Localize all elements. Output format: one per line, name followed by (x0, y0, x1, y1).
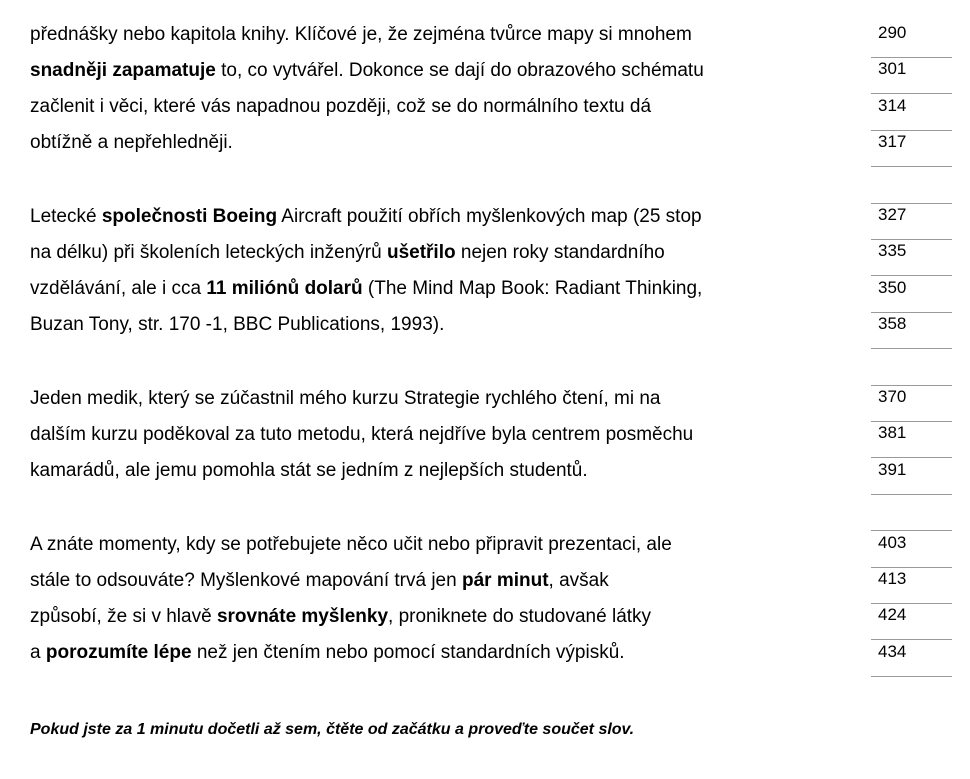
text-segment: na délku) při školeních leteckých inženýrů (30, 242, 387, 263)
text-segment: (The Mind Map Book: Radiant Thinking, (362, 278, 703, 299)
text-line (30, 640, 625, 666)
text-segment: obtížně a nepřehledněji. (30, 132, 233, 153)
word-count-value: 317 (878, 132, 907, 152)
word-count-cell (871, 568, 952, 604)
word-count-cell (871, 422, 952, 458)
text-line (30, 240, 665, 266)
text-line (30, 276, 702, 302)
text-line (30, 422, 693, 448)
word-count-cell (871, 168, 952, 204)
text-segment: než jen čtením nebo pomocí standardních výpisků. (191, 642, 625, 663)
word-count-value: 327 (878, 205, 907, 224)
text-segment: , proniknete do studované látky (388, 606, 652, 627)
text-segment: Buzan Tony, str. 170 -1, BBC Publications, 1993). (30, 314, 445, 335)
word-count-cell (871, 277, 952, 313)
text-segment: začlenit i věci, které vás napadnou později, což se do normálního textu dá (30, 96, 652, 117)
word-count-cell (871, 58, 952, 94)
word-count-cell (871, 95, 952, 131)
text-line (30, 22, 692, 48)
word-count-cell (871, 22, 952, 58)
text-line (30, 130, 233, 156)
text-line (30, 204, 702, 230)
word-count-cell (871, 131, 952, 167)
word-count-cell (871, 604, 952, 640)
word-count-cell (871, 459, 952, 495)
word-count-value: 358 (878, 314, 907, 334)
bold-text: pár minut (461, 570, 549, 591)
word-count-value: 301 (878, 59, 907, 79)
text-segment: , avšak (548, 570, 609, 591)
word-count-cell (871, 495, 952, 531)
word-count-value: 403 (878, 532, 907, 552)
word-count-value: 381 (878, 423, 907, 443)
word-count-cell (871, 204, 952, 240)
text-segment: způsobí, že si v hlavě (30, 606, 217, 627)
text-segment: Aircraft použití obřích myšlenkových map (25 stop (277, 206, 702, 227)
bold-text: ušetřilo (386, 242, 456, 263)
word-count-value: 370 (878, 387, 907, 406)
text-segment: přednášky nebo kapitola knihy. Klíčové je, že zejména tvůrce mapy si mnohem (30, 24, 692, 45)
footer-note: Pokud jste za 1 minutu dočetli až sem, čtěte od začátku a proveďte součet slov. (30, 721, 635, 738)
bold-text: srovnáte myšlenky (216, 606, 389, 627)
bold-text: porozumíte lépe (45, 642, 192, 663)
word-count-value: 314 (878, 95, 907, 115)
text-segment: kamarádů, ale jemu pomohla stát se jedním z nejlepších studentů. (30, 460, 588, 481)
text-segment: vzdělávání, ale i cca (30, 278, 207, 299)
bold-text: 11 miliónů dolarů (206, 278, 363, 299)
word-count-value: 424 (878, 605, 907, 625)
text-line (30, 604, 651, 630)
text-line (30, 94, 651, 120)
word-count-value: 290 (878, 23, 907, 42)
text-segment: a (30, 642, 46, 663)
text-line (30, 532, 672, 558)
text-line (30, 458, 588, 484)
word-count-value: 434 (878, 641, 907, 661)
text-segment: Letecké (30, 206, 102, 227)
word-count-cell (871, 313, 952, 349)
word-count-cell (871, 532, 952, 568)
word-count-value: 413 (878, 569, 907, 588)
word-count-cell (871, 240, 952, 276)
word-count-cell (871, 350, 952, 386)
bold-text: snadněji zapamatuje (30, 60, 216, 81)
text-line (30, 568, 609, 594)
word-count-cell (871, 386, 952, 422)
text-line (30, 312, 444, 338)
word-count-value: 335 (878, 241, 907, 261)
word-count-value: 350 (878, 277, 907, 297)
text-segment: stále to odsouváte? Myšlenkové mapování trvá jen (30, 570, 462, 591)
text-segment: to, co vytvářel. Dokonce se dají do obrazového schématu (215, 60, 704, 81)
text-segment: A znáte momenty, kdy se potřebujete něco učit nebo připravit prezentaci, ale (30, 534, 672, 555)
text-segment: dalším kurzu poděkoval za tuto metodu, která nejdříve byla centrem posměchu (30, 424, 694, 445)
word-count-value: 391 (878, 459, 907, 479)
word-count-cell (871, 641, 952, 677)
bold-text: společnosti Boeing (101, 206, 278, 227)
text-segment: Jeden medik, který se zúčastnil mého kurzu Strategie rychlého čtení, mi na (30, 388, 661, 409)
text-line (30, 386, 660, 412)
text-segment: nejen roky standardního (455, 242, 665, 263)
text-line (30, 58, 704, 84)
